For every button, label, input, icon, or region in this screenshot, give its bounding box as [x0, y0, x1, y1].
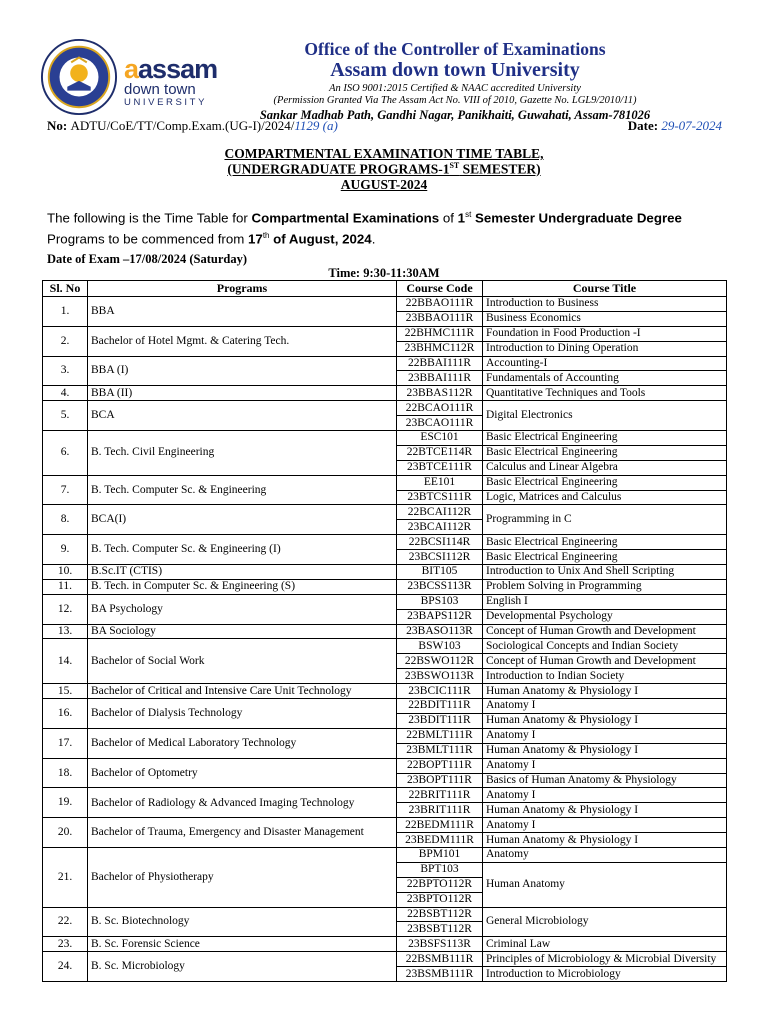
course-title: English I: [483, 594, 727, 609]
course-title: Criminal Law: [483, 937, 727, 952]
course-title: Problem Solving in Programming: [483, 579, 727, 594]
course-title: Basic Electrical Engineering: [483, 431, 727, 446]
serial-number: 15.: [43, 684, 88, 699]
table-row: [43, 907, 727, 922]
course-code: 22BCAI112R: [397, 505, 483, 520]
program-name: Bachelor of Critical and Intensive Care Unit Technology: [88, 684, 397, 699]
program-name: Bachelor of Optometry: [88, 758, 397, 788]
course-code: 23BCAI112R: [397, 520, 483, 535]
course-title: Logic, Matrices and Calculus: [483, 490, 727, 505]
course-code: 22BEDM111R: [397, 818, 483, 833]
serial-number: 2.: [43, 326, 88, 356]
university-seal-icon: [40, 38, 118, 116]
course-code: ESC101: [397, 431, 483, 446]
course-title: Quantitative Techniques and Tools: [483, 386, 727, 401]
course-code: 22BDIT111R: [397, 699, 483, 714]
table-row: [43, 386, 727, 401]
course-title: Concept of Human Growth and Development: [483, 624, 727, 639]
permission-line: (Permission Granted Via The Assam Act No. VIII of 2010, Gazette No. LGL9/2010/11): [273, 95, 637, 106]
serial-number: 24.: [43, 952, 88, 982]
course-code: BPM101: [397, 847, 483, 862]
course-code: 23BAPS112R: [397, 609, 483, 624]
serial-number: 22.: [43, 907, 88, 937]
header-programs: Programs: [88, 281, 397, 297]
course-code: 23BSMB111R: [397, 967, 483, 982]
course-code: 22BOPT111R: [397, 758, 483, 773]
course-code: 23BTCS111R: [397, 490, 483, 505]
course-code: 22BTCE114R: [397, 445, 483, 460]
course-code: 22BHMC111R: [397, 326, 483, 341]
course-title: Introduction to Dining Operation: [483, 341, 727, 356]
course-title: Programming in C: [483, 505, 727, 535]
course-code: 23BEDM111R: [397, 833, 483, 848]
course-title: Foundation in Food Production -I: [483, 326, 727, 341]
serial-number: 20.: [43, 818, 88, 848]
course-code: 23BBAI111R: [397, 371, 483, 386]
course-title: Developmental Psychology: [483, 609, 727, 624]
course-code: 23BHMC112R: [397, 341, 483, 356]
course-code: 23BSWO113R: [397, 669, 483, 684]
course-code: 23BSFS113R: [397, 937, 483, 952]
document-date: Date: 29-07-2024: [627, 118, 722, 133]
course-code: 23BCSI112R: [397, 550, 483, 565]
course-code: BPT103: [397, 862, 483, 877]
table-row: [43, 788, 727, 803]
table-row: [43, 594, 727, 609]
table-row: [43, 297, 727, 312]
serial-number: 4.: [43, 386, 88, 401]
course-code: 23BCIC111R: [397, 684, 483, 699]
course-title: Introduction to Indian Society: [483, 669, 727, 684]
course-title: Human Anatomy & Physiology I: [483, 833, 727, 848]
table-row: [43, 699, 727, 714]
course-title: Human Anatomy & Physiology I: [483, 684, 727, 699]
serial-number: 5.: [43, 401, 88, 431]
course-code: 22BSMB111R: [397, 952, 483, 967]
header-course-title: Course Title: [483, 281, 727, 297]
table-row: [43, 535, 727, 550]
course-title: Basic Electrical Engineering: [483, 475, 727, 490]
program-name: Bachelor of Social Work: [88, 639, 397, 684]
table-row: [43, 937, 727, 952]
program-name: BA Psychology: [88, 594, 397, 624]
course-title: Introduction to Unix And Shell Scripting: [483, 565, 727, 580]
course-title: Basic Electrical Engineering: [483, 550, 727, 565]
exam-date: Date of Exam –17/08/2024 (Saturday): [47, 252, 247, 266]
course-code: 23BCAO111R: [397, 416, 483, 431]
program-name: B. Tech. in Computer Sc. & Engineering (S): [88, 579, 397, 594]
table-row: [43, 356, 727, 371]
course-code: BPS103: [397, 594, 483, 609]
reference-number: No: ADTU/CoE/TT/Comp.Exam.(UG-I)/2024/1129 (a): [47, 118, 338, 133]
serial-number: 6.: [43, 431, 88, 476]
program-name: B. Tech. Computer Sc. & Engineering: [88, 475, 397, 505]
program-name: B. Sc. Biotechnology: [88, 907, 397, 937]
course-title: Basic Electrical Engineering: [483, 535, 727, 550]
course-code: 23BBAS112R: [397, 386, 483, 401]
program-name: BBA (II): [88, 386, 397, 401]
course-code: 23BOPT111R: [397, 773, 483, 788]
table-row: [43, 579, 727, 594]
table-row: [43, 818, 727, 833]
serial-number: 3.: [43, 356, 88, 386]
program-name: BBA: [88, 297, 397, 327]
course-title: Introduction to Business: [483, 297, 727, 312]
serial-number: 8.: [43, 505, 88, 535]
table-row: [43, 639, 727, 654]
course-code: 23BRIT111R: [397, 803, 483, 818]
iso-line: An ISO 9001:2015 Certified & NAAC accredited University: [329, 83, 581, 94]
serial-number: 14.: [43, 639, 88, 684]
program-name: Bachelor of Radiology & Advanced Imaging Technology: [88, 788, 397, 818]
intro-paragraph: The following is the Time Table for Compartmental Examinations of 1st Semester Undergraduate Degree Programs to be commenced from 17th of August, 2024.: [47, 210, 682, 247]
program-name: B. Sc. Microbiology: [88, 952, 397, 982]
course-title: Principles of Microbiology & Microbial Diversity: [483, 952, 727, 967]
course-title: Anatomy I: [483, 788, 727, 803]
course-code: 23BDIT111R: [397, 713, 483, 728]
header-sl-no: Sl. No: [43, 281, 88, 297]
course-title: Human Anatomy & Physiology I: [483, 713, 727, 728]
table-row: [43, 431, 727, 446]
serial-number: 17.: [43, 728, 88, 758]
serial-number: 1.: [43, 297, 88, 327]
timetable-body: [43, 297, 727, 982]
course-title: Business Economics: [483, 311, 727, 326]
course-code: 23BPTO112R: [397, 892, 483, 907]
course-title: Sociological Concepts and Indian Society: [483, 639, 727, 654]
course-code: 22BSWO112R: [397, 654, 483, 669]
serial-number: 7.: [43, 475, 88, 505]
table-row: [43, 505, 727, 520]
title-line-1: COMPARTMENTAL EXAMINATION TIME TABLE,: [224, 146, 544, 161]
header-course-code: Course Code: [397, 281, 483, 297]
course-code: BSW103: [397, 639, 483, 654]
program-name: Bachelor of Trauma, Emergency and Disaster Management: [88, 818, 397, 848]
course-title: Anatomy I: [483, 699, 727, 714]
title-line-2: (UNDERGRADUATE PROGRAMS-1ST SEMESTER): [227, 161, 541, 177]
office-title: Office of the Controller of Examinations: [304, 39, 606, 59]
serial-number: 23.: [43, 937, 88, 952]
course-code: 22BRIT111R: [397, 788, 483, 803]
course-code: 23BSBT112R: [397, 922, 483, 937]
course-title: Digital Electronics: [483, 401, 727, 431]
program-name: BCA(I): [88, 505, 397, 535]
program-name: B. Tech. Civil Engineering: [88, 431, 397, 476]
course-title: Anatomy: [483, 847, 727, 862]
program-name: Bachelor of Physiotherapy: [88, 847, 397, 907]
program-name: BA Sociology: [88, 624, 397, 639]
program-name: BBA (I): [88, 356, 397, 386]
table-row: [43, 728, 727, 743]
course-title: Anatomy I: [483, 758, 727, 773]
course-title: Human Anatomy: [483, 862, 727, 907]
course-code: 23BTCE111R: [397, 460, 483, 475]
course-code: EE101: [397, 475, 483, 490]
course-code: 22BMLT111R: [397, 728, 483, 743]
table-row: [43, 624, 727, 639]
course-title: Anatomy I: [483, 818, 727, 833]
course-title: General Microbiology: [483, 907, 727, 937]
table-row: [43, 952, 727, 967]
serial-number: 12.: [43, 594, 88, 624]
course-code: BIT105: [397, 565, 483, 580]
course-title: Basic Electrical Engineering: [483, 445, 727, 460]
table-row: [43, 326, 727, 341]
program-name: B.Sc.IT (CTIS): [88, 565, 397, 580]
table-row: [43, 401, 727, 416]
brand-logo: aassam down town UNIVERSITY: [124, 54, 218, 108]
program-name: B. Sc. Forensic Science: [88, 937, 397, 952]
address-line: Sankar Madhab Path, Gandhi Nagar, Panikhaiti, Guwahati, Assam-781026: [259, 108, 651, 122]
course-title: Introduction to Microbiology: [483, 967, 727, 982]
serial-number: 10.: [43, 565, 88, 580]
program-name: B. Tech. Computer Sc. & Engineering (I): [88, 535, 397, 565]
course-title: Human Anatomy & Physiology I: [483, 803, 727, 818]
course-code: 23BMLT111R: [397, 743, 483, 758]
course-code: 22BCAO111R: [397, 401, 483, 416]
serial-number: 13.: [43, 624, 88, 639]
course-title: Calculus and Linear Algebra: [483, 460, 727, 475]
program-name: Bachelor of Hotel Mgmt. & Catering Tech.: [88, 326, 397, 356]
program-name: Bachelor of Medical Laboratory Technology: [88, 728, 397, 758]
program-name: BCA: [88, 401, 397, 431]
course-title: Anatomy I: [483, 728, 727, 743]
table-header-row: [43, 281, 727, 297]
course-code: 22BBAO111R: [397, 297, 483, 312]
letterhead: [0, 18, 768, 122]
course-code: 22BSBT112R: [397, 907, 483, 922]
table-row: [43, 475, 727, 490]
serial-number: 16.: [43, 699, 88, 729]
serial-number: 9.: [43, 535, 88, 565]
table-row: [43, 565, 727, 580]
course-title: Fundamentals of Accounting: [483, 371, 727, 386]
course-code: 23BASO113R: [397, 624, 483, 639]
course-code: 22BBAI111R: [397, 356, 483, 371]
serial-number: 11.: [43, 579, 88, 594]
course-code: 22BCSI114R: [397, 535, 483, 550]
serial-number: 21.: [43, 847, 88, 907]
course-title: Basics of Human Anatomy & Physiology: [483, 773, 727, 788]
table-row: [43, 684, 727, 699]
course-title: Concept of Human Growth and Development: [483, 654, 727, 669]
course-title: Human Anatomy & Physiology I: [483, 743, 727, 758]
serial-number: 19.: [43, 788, 88, 818]
course-title: Accounting-I: [483, 356, 727, 371]
course-code: 23BBAO111R: [397, 311, 483, 326]
university-name: Assam down town University: [330, 59, 580, 81]
course-code: 22BPTO112R: [397, 877, 483, 892]
program-name: Bachelor of Dialysis Technology: [88, 699, 397, 729]
serial-number: 18.: [43, 758, 88, 788]
title-line-3: AUGUST-2024: [340, 177, 428, 192]
exam-time: Time: 9:30-11:30AM: [328, 266, 440, 280]
table-row: [43, 847, 727, 862]
table-row: [43, 758, 727, 773]
timetable: [42, 280, 727, 982]
course-code: 23BCSS113R: [397, 579, 483, 594]
